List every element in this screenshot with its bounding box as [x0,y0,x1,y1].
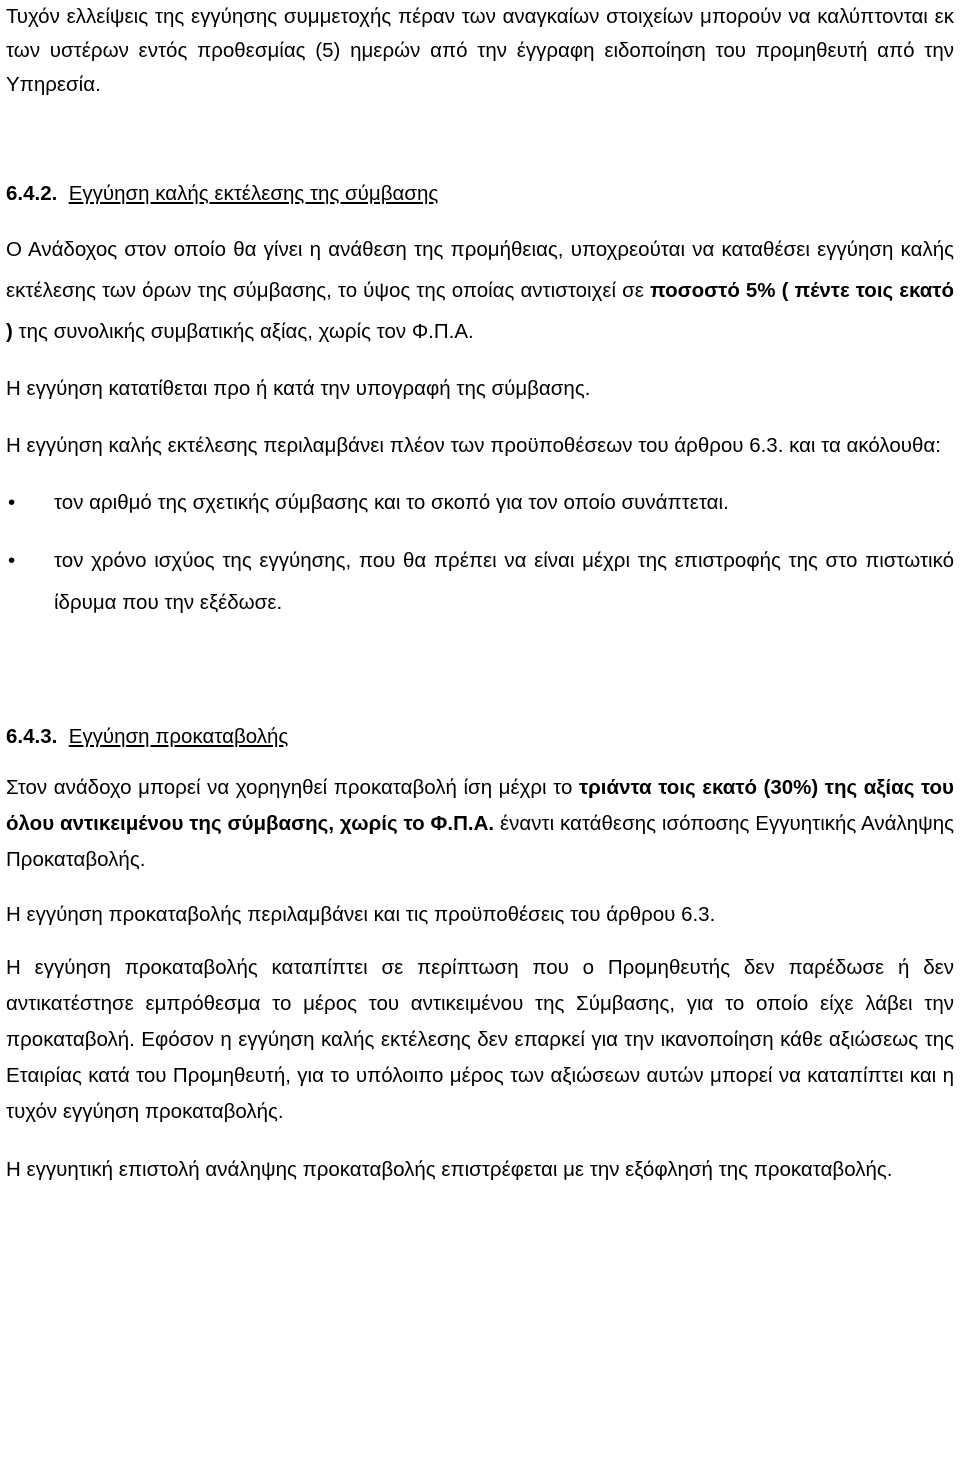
text-run: της συνολικής συμβατικής αξίας, χωρίς τον Φ.Π.Α. [12,320,474,343]
bullet-icon: • [8,491,16,514]
paragraph-advance-conditions: Η εγγύηση προκαταβολής περιλαμβάνει και τις προϋποθέσεις του άρθρου 6.3. [6,903,716,926]
paragraph-advance-payment [6,770,954,878]
paragraph-guarantee-contents: Η εγγύηση καλής εκτέλεσης περιλαμβάνει πλέον των προϋποθέσεων του άρθρου 6.3. και τα ακόλουθα: [6,434,941,457]
text-run: Ο Ανάδοχος στον οποίο θα γίνει η ανάθεση της προμήθειας, υποχρεούται να καταθέσει εγγύηση καλής εκτέλεσης των όρων της σύμβασης, το ύψος της οποίας αντιστοιχεί σε [6,238,954,302]
text-run: Στον ανάδοχο μπορεί να χορηγηθεί προκαταβολή ίση μέχρι το [6,776,579,799]
bold-text-run: ποσοστό 5% ( πέντε τοις εκατό ) [6,279,954,343]
paragraph-submission-time: Η εγγύηση κατατίθεται προ ή κατά την υπογραφή της σύμβασης. [6,377,591,400]
bullet-icon: • [8,549,16,572]
list-item [6,540,954,624]
text-run: έναντι κατάθεσης ισόποσης Εγγυητικής Ανάληψης Προκαταβολής. [6,812,954,871]
bold-text-run: τριάντα τοις εκατό (30%) της αξίας του όλου αντικειμένου της σύμβασης, χωρίς το Φ.Π.Α. [6,776,954,835]
list-item-text: τον χρόνο ισχύος της εγγύησης, που θα πρέπει να είναι μέχρι της επιστροφής της στο πιστωτικό ίδρυμα που την εξέδωσε. [54,549,954,614]
list-item-text: τον αριθμό της σχετικής σύμβασης και το σκοπό για τον οποίο συνάπτεται. [54,491,729,514]
list-item [6,486,954,520]
section-title: Εγγύηση καλής εκτέλεσης της σύμβασης [68,182,439,205]
paragraph-advance-return: Η εγγυητική επιστολή ανάληψης προκαταβολής επιστρέφεται με την εξόφλησή της προκαταβολής. [6,1158,893,1181]
section-number: 6.4.2. [6,182,58,205]
document-page [6,0,954,1188]
paragraph-advance-forfeiture: Η εγγύηση προκαταβολής καταπίπτει σε περίπτωση που ο Προμηθευτής δεν παρέδωσε ή δεν αντικατέστησε εμπρόθεσμα το μέρος του αντικειμένου της Σύμβασης, για το οποίο είχε λάβει την προκαταβολή. Εφόσον η εγγύηση καλής εκτέλεσης δεν επαρκεί για την ικανοποίηση κάθε αξιώσεως της Εταιρίας κατά του Προμηθευτή, για το υπόλοιπο μέρος των αξιώσεων αυτών μπορεί να καταπίπτει και η τυχόν εγγύηση προκαταβολής. [6,956,954,1123]
paragraph-guarantee-deficiencies: Τυχόν ελλείψεις της εγγύησης συμμετοχής πέραν των αναγκαίων στοιχείων μπορούν να καλύπτονται εκ των υστέρων εντός προθεσμίας (5) ημερών από την έγγραφη ειδοποίηση του προμηθευτή από την Υπηρεσία. [6,5,954,96]
section-number: 6.4.3. [6,725,58,748]
section-title: Εγγύηση προκαταβολής [68,725,289,748]
paragraph-performance-guarantee [6,229,954,352]
section-heading-6-4-3 [6,720,954,754]
section-heading-6-4-2 [6,177,954,211]
